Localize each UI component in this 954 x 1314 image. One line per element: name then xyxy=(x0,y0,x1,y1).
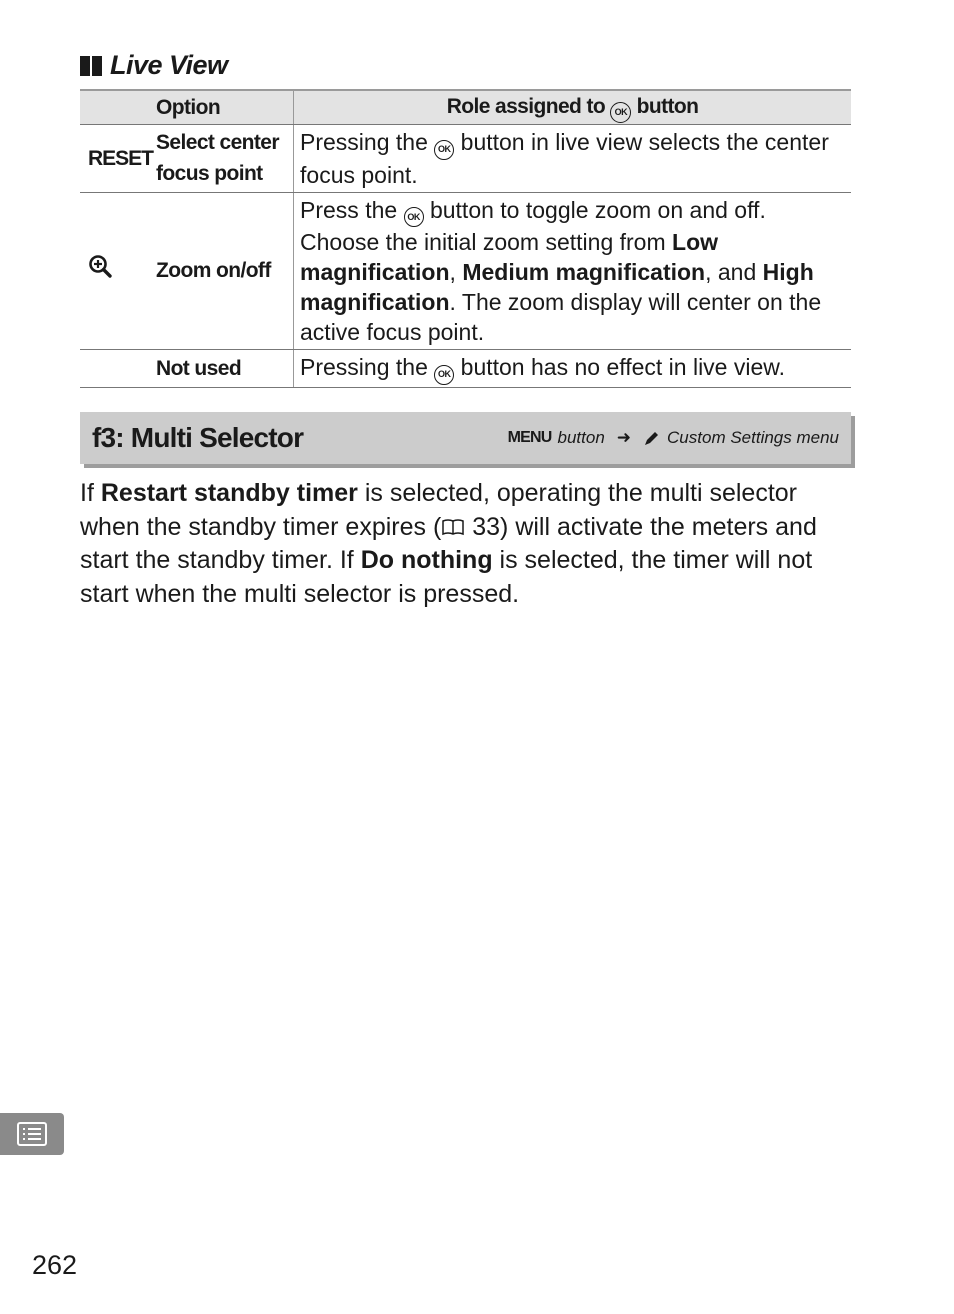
section-heading xyxy=(80,50,228,81)
body-paragraph: If Restart standby timer is selected, operating the multi selector when the standby timer expires ( 33) will activate the meters and start the standby timer. If Do nothing is selected, the timer will not start when the multi selector is pressed. xyxy=(80,479,817,608)
custom-settings-tab xyxy=(0,1113,64,1155)
banner-title: f3: Multi Selector xyxy=(92,422,304,453)
table-header-row xyxy=(80,90,851,125)
option-name: Select center focus point xyxy=(153,125,294,193)
ok-button-icon: OK xyxy=(434,365,454,385)
table-row xyxy=(80,192,851,350)
table-row xyxy=(80,350,851,388)
section-marker-icon xyxy=(80,56,102,76)
ok-button-icon: OK xyxy=(404,207,424,227)
reset-icon: RESET xyxy=(80,125,153,193)
table-row xyxy=(80,125,851,193)
ok-button-icon: OK xyxy=(434,140,454,160)
section-title: Live View xyxy=(110,50,228,80)
menu-name: Custom Settings menu xyxy=(667,428,839,447)
header-option: Option xyxy=(80,90,294,125)
menu-button-label: MENU xyxy=(507,429,552,446)
menu-list-icon xyxy=(17,1122,47,1146)
arrow-icon: ➜ xyxy=(616,428,632,447)
pencil-icon xyxy=(643,429,661,447)
option-name: Not used xyxy=(153,350,294,388)
option-description: Pressing the OK button has no effect in live view. xyxy=(294,350,851,388)
page-reference: 33 xyxy=(472,512,501,541)
ok-button-icon: OK xyxy=(610,102,631,123)
option-description: Pressing the OK button in live view selects the center focus point. xyxy=(294,125,851,193)
header-role: Role assigned to OK button xyxy=(294,90,851,125)
option-description: Press the OK button to toggle zoom on and off. Choose the initial zoom setting from Low magnification, Medium magnification, and High magnification. The zoom display will center on the active focus point. xyxy=(294,192,851,350)
live-view-options-table xyxy=(80,89,851,388)
zoom-in-icon xyxy=(80,192,153,350)
book-reference-icon xyxy=(441,517,465,537)
page-number: 262 xyxy=(32,1250,78,1280)
option-name: Zoom on/off xyxy=(153,192,294,350)
f3-section-banner xyxy=(80,412,851,464)
menu-path: MENU button ➜ Custom Settings menu xyxy=(507,428,839,447)
